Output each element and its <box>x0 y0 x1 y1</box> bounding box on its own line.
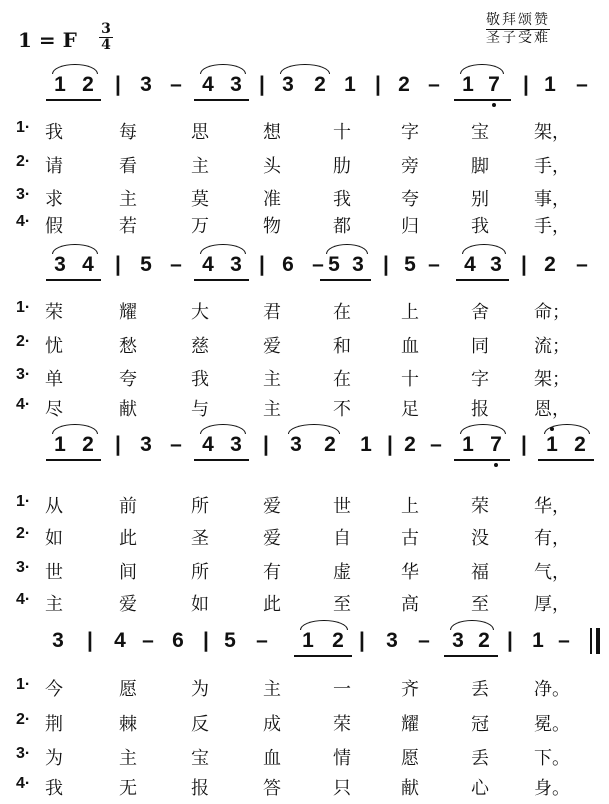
lyric-char: 一 <box>333 679 351 700</box>
slur-arc <box>200 64 246 74</box>
lyric-char: 不 <box>333 399 351 420</box>
barline: | <box>87 629 93 652</box>
note: 5 <box>328 253 340 276</box>
lyric-char: 我 <box>333 189 351 210</box>
lyric-char: 如 <box>191 594 209 615</box>
note: 6 <box>172 629 184 652</box>
dash-hold: – <box>170 433 182 456</box>
lyric-char: 主 <box>263 399 281 420</box>
lyric-char: 冠 <box>471 714 489 735</box>
lyric-char: 下。 <box>534 748 570 769</box>
lyric-char: 爱 <box>263 496 281 517</box>
dash-hold: – <box>418 629 430 652</box>
beam-underline <box>194 279 249 281</box>
lyric-char: 在 <box>333 369 351 390</box>
lyric-line <box>0 524 609 554</box>
note: 3 <box>282 73 294 96</box>
lyric-char: 慈 <box>191 336 209 357</box>
lyric-char: 若 <box>119 216 137 237</box>
note: 4 <box>114 629 126 652</box>
lyric-char: 所 <box>191 496 209 517</box>
note: 1 <box>544 73 556 96</box>
note: 2 <box>324 433 336 456</box>
verse-number: 3· <box>16 745 31 762</box>
lyric-line <box>0 744 609 774</box>
note: 2 <box>398 73 410 96</box>
verse-number: 1· <box>16 493 31 510</box>
lyric-char: 架， <box>534 122 570 143</box>
verse-number: 1· <box>16 119 31 136</box>
note: 3 <box>490 253 502 276</box>
lyric-char: 主 <box>263 679 281 700</box>
beam-underline <box>46 459 101 461</box>
beam-underline <box>194 99 249 101</box>
note: 1 <box>462 433 474 456</box>
lyric-char: 主 <box>119 189 137 210</box>
lyric-char: 至 <box>471 594 489 615</box>
verse-number: 3· <box>16 366 31 383</box>
lyric-char: 血 <box>263 748 281 769</box>
note: 1 <box>54 433 66 456</box>
lyric-char: 准 <box>263 189 281 210</box>
beam-underline <box>454 459 510 461</box>
lyric-char: 忧 <box>45 336 63 357</box>
verse-number: 4· <box>16 775 31 792</box>
final-barline <box>596 628 600 654</box>
dash-hold: – <box>312 253 324 276</box>
lyric-char: 在 <box>333 302 351 323</box>
lyric-char: 同 <box>471 336 489 357</box>
lyric-char: 情 <box>333 748 351 769</box>
lyric-char: 愿 <box>401 748 419 769</box>
lyric-char: 丢 <box>471 748 489 769</box>
lyric-line <box>0 332 609 362</box>
slur-arc <box>200 424 246 434</box>
lyric-line <box>0 590 609 620</box>
dash-hold: – <box>430 433 442 456</box>
lyric-char: 荆 <box>45 714 63 735</box>
note: 3 <box>140 73 152 96</box>
lyric-line <box>0 152 609 182</box>
slur-arc <box>288 424 340 434</box>
lyric-char: 万 <box>191 216 209 237</box>
barline: | <box>521 433 527 456</box>
verse-number: 1· <box>16 299 31 316</box>
lyric-line <box>0 118 609 148</box>
note: 5 <box>224 629 236 652</box>
dash-hold: – <box>142 629 154 652</box>
verse-number: 3· <box>16 559 31 576</box>
lyric-char: 愿 <box>119 679 137 700</box>
lyric-char: 头 <box>263 156 281 177</box>
lyric-char: 舍 <box>471 302 489 323</box>
lyric-char: 上 <box>401 496 419 517</box>
lyric-line <box>0 675 609 705</box>
lyric-char: 世 <box>45 562 63 583</box>
lyric-line <box>0 558 609 588</box>
lyric-char: 华 <box>401 562 419 583</box>
lyric-char: 物 <box>263 216 281 237</box>
hymn-title: 圣子受难 <box>486 30 550 46</box>
lyric-char: 手， <box>534 216 570 237</box>
beam-underline <box>538 459 594 461</box>
note: 3 <box>140 433 152 456</box>
lyric-char: 主 <box>263 369 281 390</box>
lyric-char: 夸 <box>119 369 137 390</box>
note: 3 <box>54 253 66 276</box>
lower-octave-dot <box>494 463 498 467</box>
barline: | <box>521 253 527 276</box>
lyric-char: 荣 <box>45 302 63 323</box>
verse-number: 4· <box>16 396 31 413</box>
lyric-char: 命； <box>534 302 570 323</box>
note: 1 <box>546 433 558 456</box>
lyric-char: 成 <box>263 714 281 735</box>
lyric-char: 架； <box>534 369 570 390</box>
lyric-char: 爱 <box>263 528 281 549</box>
lyric-char: 心 <box>471 778 489 799</box>
time-signature <box>98 22 114 53</box>
lyric-char: 别 <box>471 189 489 210</box>
slur-arc <box>52 424 98 434</box>
lyric-char: 爱 <box>119 594 137 615</box>
note: 2 <box>82 433 94 456</box>
barline: | <box>115 433 121 456</box>
lower-octave-dot <box>492 103 496 107</box>
barline: | <box>359 629 365 652</box>
slur-arc <box>280 64 330 74</box>
lyric-char: 丢 <box>471 679 489 700</box>
lyric-char: 主 <box>45 594 63 615</box>
lyric-char: 我 <box>471 216 489 237</box>
lyric-char: 献 <box>401 778 419 799</box>
lyric-line <box>0 365 609 395</box>
beam-underline <box>454 99 511 101</box>
note: 4 <box>202 253 214 276</box>
lyric-char: 前 <box>119 496 137 517</box>
lyric-char: 归 <box>401 216 419 237</box>
lyric-char: 大 <box>191 302 209 323</box>
lyric-char: 脚 <box>471 156 489 177</box>
lyric-char: 与 <box>191 399 209 420</box>
barline: | <box>263 433 269 456</box>
lyric-char: 从 <box>45 496 63 517</box>
note: 1 <box>302 629 314 652</box>
lyric-char: 圣 <box>191 528 209 549</box>
lyric-char: 恩， <box>534 399 570 420</box>
note: 3 <box>230 73 242 96</box>
lyric-char: 今 <box>45 679 63 700</box>
lyric-char: 流； <box>534 336 570 357</box>
note: 3 <box>230 253 242 276</box>
lyric-char: 无 <box>119 778 137 799</box>
lyric-line <box>0 212 609 242</box>
verse-number: 3· <box>16 186 31 203</box>
lyric-char: 单 <box>45 369 63 390</box>
note: 5 <box>140 253 152 276</box>
lyric-char: 我 <box>191 369 209 390</box>
lyric-char: 看 <box>119 156 137 177</box>
lyric-char: 夸 <box>401 189 419 210</box>
note: 7 <box>490 433 502 456</box>
lyric-char: 都 <box>333 216 351 237</box>
dash-hold: – <box>428 73 440 96</box>
lyric-char: 事， <box>534 189 570 210</box>
note: 3 <box>230 433 242 456</box>
note: 2 <box>544 253 556 276</box>
barline: | <box>375 73 381 96</box>
lyric-char: 所 <box>191 562 209 583</box>
notation-line <box>0 244 609 288</box>
dash-hold: – <box>170 73 182 96</box>
note: 4 <box>82 253 94 276</box>
lyric-char: 每 <box>119 122 137 143</box>
lyric-char: 高 <box>401 594 419 615</box>
lyric-char: 手， <box>534 156 570 177</box>
verse-number: 1· <box>16 676 31 693</box>
note: 2 <box>404 433 416 456</box>
slur-arc <box>300 620 348 630</box>
lyric-char: 主 <box>191 156 209 177</box>
lyric-char: 虚 <box>333 562 351 583</box>
lyric-char: 为 <box>45 748 63 769</box>
meter-bottom: 4 <box>101 37 111 53</box>
lyric-char: 报 <box>191 778 209 799</box>
lyric-char: 耀 <box>119 302 137 323</box>
dash-hold: – <box>170 253 182 276</box>
lyric-char: 至 <box>333 594 351 615</box>
note: 2 <box>332 629 344 652</box>
lyric-char: 气， <box>534 562 570 583</box>
note: 3 <box>352 253 364 276</box>
note: 4 <box>202 433 214 456</box>
note: 2 <box>574 433 586 456</box>
meter-top: 3 <box>101 21 111 37</box>
note: 1 <box>462 73 474 96</box>
lyric-char: 净。 <box>534 679 570 700</box>
lyric-char: 耀 <box>401 714 419 735</box>
barline: | <box>259 253 265 276</box>
lyric-char: 十 <box>333 122 351 143</box>
lyric-char: 愁 <box>119 336 137 357</box>
lyric-char: 有， <box>534 528 570 549</box>
lyric-char: 荣 <box>333 714 351 735</box>
lyric-char: 有 <box>263 562 281 583</box>
lyric-char: 自 <box>333 528 351 549</box>
lyric-char: 间 <box>119 562 137 583</box>
slur-arc <box>450 620 494 630</box>
barline: | <box>507 629 513 652</box>
lyric-char: 尽 <box>45 399 63 420</box>
slur-arc <box>460 424 506 434</box>
lyric-char: 思 <box>191 122 209 143</box>
lyric-char: 献 <box>119 399 137 420</box>
lyric-line <box>0 185 609 215</box>
notation-line <box>0 64 609 108</box>
lyric-char: 华， <box>534 496 570 517</box>
lyric-char: 没 <box>471 528 489 549</box>
lyric-char: 十 <box>401 369 419 390</box>
barline: | <box>115 253 121 276</box>
slur-arc <box>460 64 504 74</box>
lyric-char: 爱 <box>263 336 281 357</box>
lyric-char: 答 <box>263 778 281 799</box>
lyric-char: 上 <box>401 302 419 323</box>
verse-number: 4· <box>16 213 31 230</box>
note: 3 <box>452 629 464 652</box>
slur-arc <box>462 244 506 254</box>
notation-line <box>0 620 609 664</box>
lyric-char: 宝 <box>191 748 209 769</box>
lyric-char: 君 <box>263 302 281 323</box>
barline: | <box>115 73 121 96</box>
lyric-char: 我 <box>45 778 63 799</box>
beam-underline <box>294 655 352 657</box>
lyric-char: 反 <box>191 714 209 735</box>
lyric-char: 血 <box>401 336 419 357</box>
note: 3 <box>386 629 398 652</box>
dash-hold: – <box>576 253 588 276</box>
slur-arc <box>326 244 368 254</box>
note: 1 <box>54 73 66 96</box>
verse-number: 4· <box>16 591 31 608</box>
note: 5 <box>404 253 416 276</box>
lyric-char: 身。 <box>534 778 570 799</box>
note: 3 <box>52 629 64 652</box>
lyric-char: 字 <box>471 369 489 390</box>
note: 2 <box>478 629 490 652</box>
lyric-char: 求 <box>45 189 63 210</box>
lyric-char: 假 <box>45 216 63 237</box>
barline: | <box>523 73 529 96</box>
lyric-char: 世 <box>333 496 351 517</box>
barline: | <box>259 73 265 96</box>
lyric-char: 想 <box>263 122 281 143</box>
slur-arc <box>200 244 246 254</box>
lyric-char: 字 <box>401 122 419 143</box>
note: 1 <box>360 433 372 456</box>
lyric-char: 只 <box>333 778 351 799</box>
beam-underline <box>444 655 498 657</box>
beam-underline <box>194 459 249 461</box>
lyric-char: 此 <box>263 594 281 615</box>
note: 6 <box>282 253 294 276</box>
key-signature: 1 = F <box>18 28 77 52</box>
note: 2 <box>314 73 326 96</box>
dash-hold: – <box>558 629 570 652</box>
notation-line <box>0 424 609 468</box>
lyric-char: 如 <box>45 528 63 549</box>
lyric-line <box>0 395 609 425</box>
note: 4 <box>202 73 214 96</box>
lyric-char: 齐 <box>401 679 419 700</box>
lyric-char: 请 <box>45 156 63 177</box>
lyric-char: 报 <box>471 399 489 420</box>
dash-hold: – <box>428 253 440 276</box>
lyric-char: 莫 <box>191 189 209 210</box>
lyric-char: 冕。 <box>534 714 570 735</box>
lyric-char: 此 <box>119 528 137 549</box>
dash-hold: – <box>576 73 588 96</box>
verse-number: 2· <box>16 525 31 542</box>
slur-arc <box>52 64 98 74</box>
note: 4 <box>464 253 476 276</box>
lyric-char: 足 <box>401 399 419 420</box>
lyric-char: 肋 <box>333 156 351 177</box>
lyric-line <box>0 298 609 328</box>
verse-number: 2· <box>16 333 31 350</box>
lyric-char: 古 <box>401 528 419 549</box>
verse-number: 2· <box>16 153 31 170</box>
beam-underline <box>456 279 509 281</box>
lyric-char: 荣 <box>471 496 489 517</box>
lyric-char: 主 <box>119 748 137 769</box>
lyric-char: 宝 <box>471 122 489 143</box>
lyric-char: 棘 <box>119 714 137 735</box>
tune-name: 敬拜颂赞 <box>486 12 550 28</box>
note: 7 <box>488 73 500 96</box>
lyric-line <box>0 492 609 522</box>
note: 1 <box>344 73 356 96</box>
beam-underline <box>320 279 371 281</box>
barline: | <box>383 253 389 276</box>
beam-underline <box>46 99 101 101</box>
upper-octave-dot <box>550 427 554 431</box>
lyric-char: 旁 <box>401 156 419 177</box>
hymn-category <box>486 12 550 47</box>
note: 1 <box>532 629 544 652</box>
note: 2 <box>82 73 94 96</box>
barline: | <box>387 433 393 456</box>
lyric-char: 我 <box>45 122 63 143</box>
note: 3 <box>290 433 302 456</box>
lyric-char: 福 <box>471 562 489 583</box>
lyric-char: 厚， <box>534 594 570 615</box>
dash-hold: – <box>256 629 268 652</box>
beam-underline <box>46 279 101 281</box>
lyric-line <box>0 710 609 740</box>
verse-number: 2· <box>16 711 31 728</box>
lyric-char: 为 <box>191 679 209 700</box>
final-barline <box>590 628 592 654</box>
lyric-char: 和 <box>333 336 351 357</box>
barline: | <box>203 629 209 652</box>
slur-arc <box>52 244 98 254</box>
